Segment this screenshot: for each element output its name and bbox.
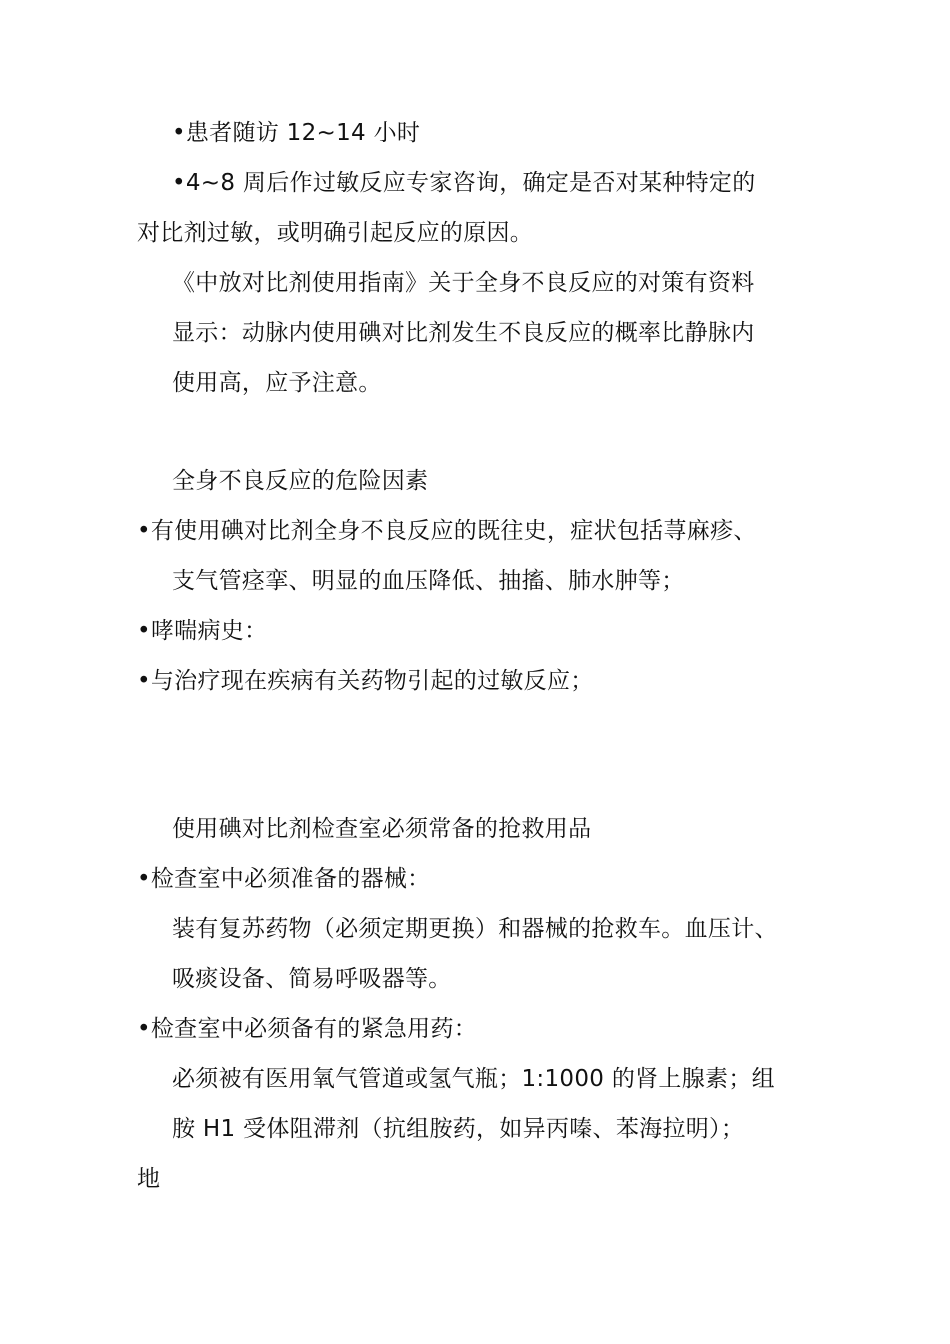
- text-line-equipment: •检查室中必须准备的器械：: [137, 866, 431, 892]
- text-line-guideline-cont1: 显示：动脉内使用碘对比剂发生不良反应的概率比静脉内: [172, 320, 755, 346]
- section-heading-emergency-supplies: 使用碘对比剂检查室必须常备的抢救用品: [172, 816, 592, 842]
- text-line-consult: •4~8 周后作过敏反应专家咨询，确定是否对某种特定的: [172, 170, 756, 196]
- text-line-equipment-detail: 装有复苏药物（必须定期更换）和器械的抢救车。血压计、: [172, 916, 778, 942]
- section-heading-risk-factors: 全身不良反应的危险因素: [172, 468, 429, 494]
- text-line-followup: •患者随访 12~14 小时: [172, 120, 421, 146]
- text-line-drugs-detail: 必须被有医用氧气管道或氢气瓶；1:1000 的肾上腺素；组: [172, 1066, 775, 1092]
- text-line-history: •有使用碘对比剂全身不良反应的既往史，症状包括荨麻疹、: [137, 518, 757, 544]
- text-line-consult-cont: 对比剂过敏，或明确引起反应的原因。: [137, 220, 534, 246]
- text-line-history-cont: 支气管痉挛、明显的血压降低、抽搐、肺水肿等；: [172, 568, 685, 594]
- text-line-drugs-detail-cont: 胺 H1 受体阻滞剂（抗组胺药，如异丙嗪、苯海拉明）；: [172, 1116, 745, 1142]
- text-line-guideline: 《中放对比剂使用指南》关于全身不良反应的对策有资料: [172, 270, 755, 296]
- text-line-asthma: •哮喘病史：: [137, 618, 268, 644]
- text-line-drugs-detail-end: 地: [137, 1166, 161, 1192]
- text-line-emergency-drugs: •检查室中必须备有的紧急用药：: [137, 1016, 478, 1042]
- text-line-equipment-detail-cont: 吸痰设备、简易呼吸器等。: [172, 966, 452, 992]
- text-line-guideline-cont2: 使用高，应予注意。: [172, 370, 382, 396]
- text-line-drug-allergy: •与治疗现在疾病有关药物引起的过敏反应；: [137, 668, 594, 694]
